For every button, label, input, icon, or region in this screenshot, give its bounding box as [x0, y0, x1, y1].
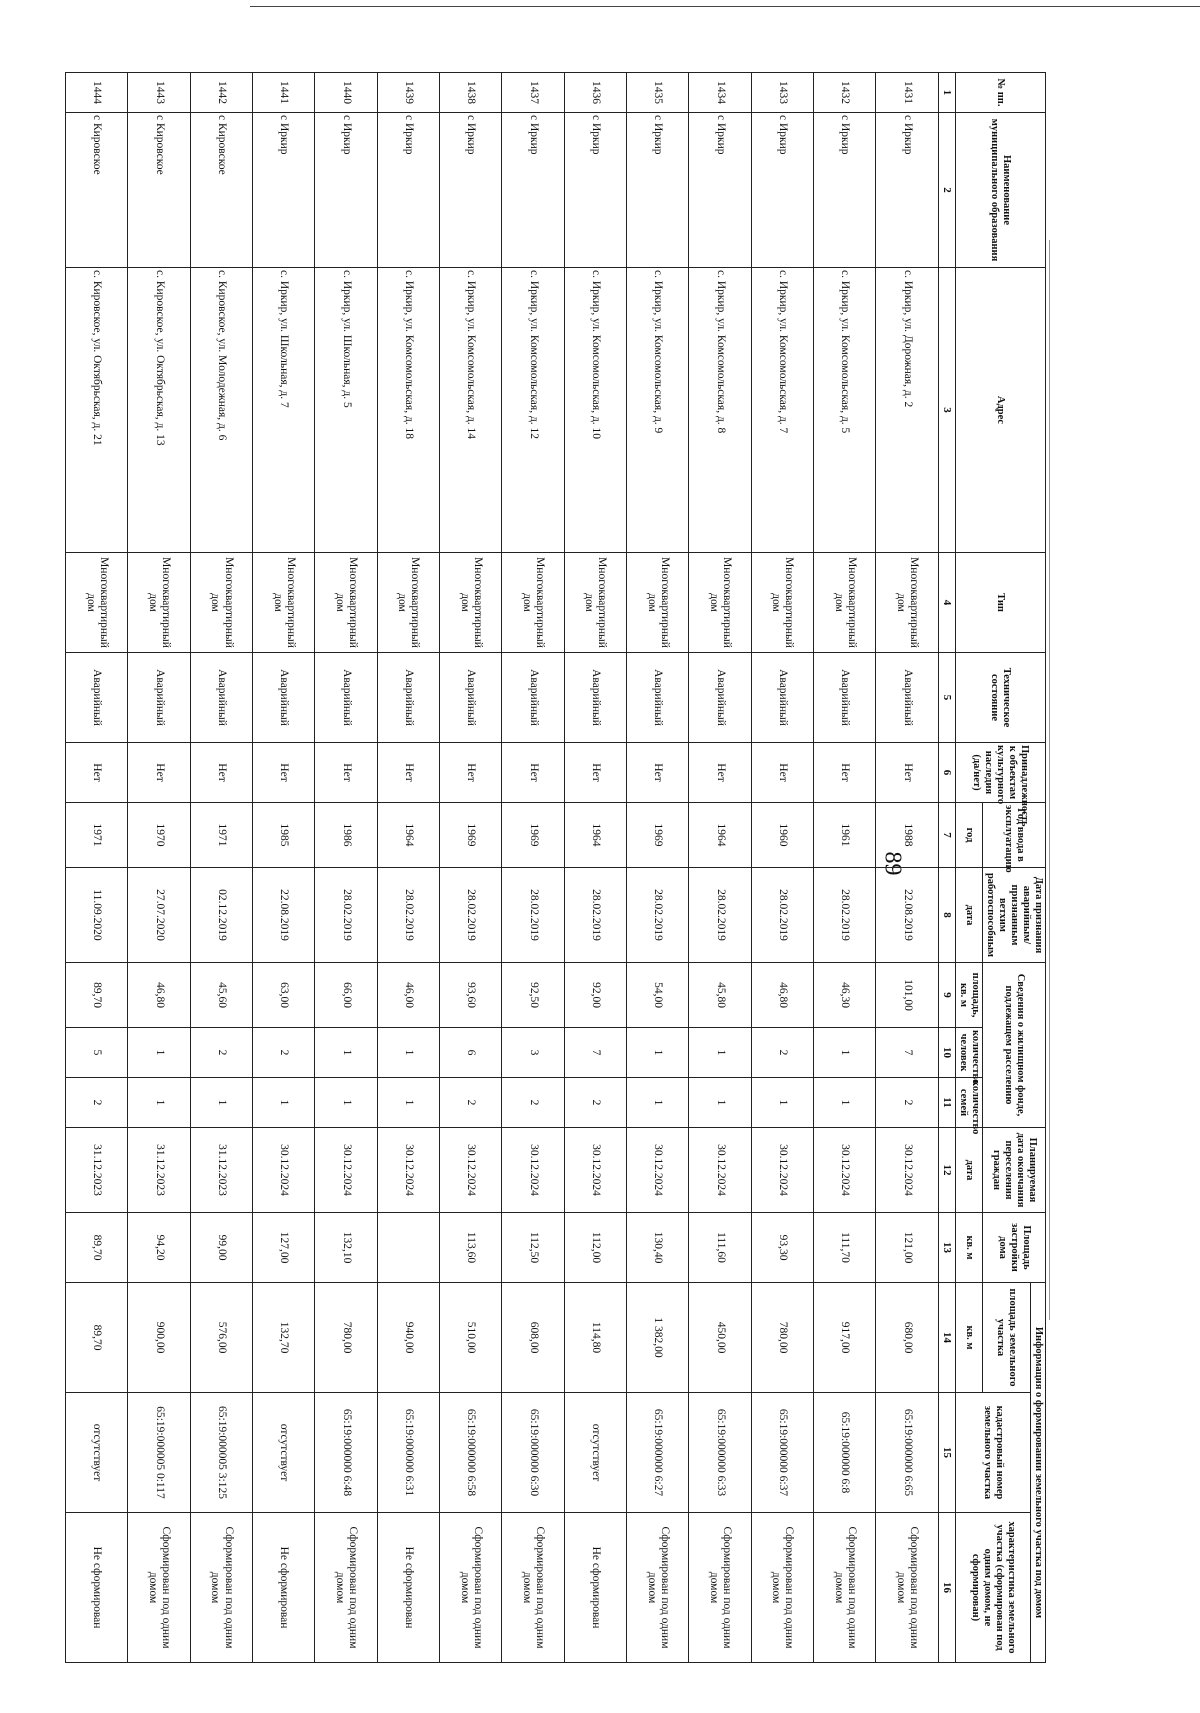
cell-land-area: 780,00	[315, 1283, 377, 1393]
cell-build-area: 99,00	[190, 1213, 252, 1283]
col-number: 7	[938, 803, 955, 868]
header-type: Тип	[955, 553, 1045, 653]
header-cadastral: кадастровый номер земельного участка	[955, 1393, 1030, 1513]
column-number-row	[938, 73, 955, 1663]
header-state: Техническое состояние	[955, 653, 1045, 743]
table-row	[502, 73, 564, 1663]
header-area: площадь, кв. м	[955, 963, 982, 1028]
cell-num: 1434	[689, 73, 751, 113]
cell-type: Многоквартирный дом	[190, 553, 252, 653]
cell-people: 2	[190, 1028, 252, 1078]
cell-address: с. Иркир, ул. Школьная, д. 7	[252, 268, 314, 553]
col-number: 4	[938, 553, 955, 653]
cell-date: 28.02.2019	[689, 868, 751, 963]
cell-build-area: 127,00	[252, 1213, 314, 1283]
cell-type: Многоквартирный дом	[689, 553, 751, 653]
table-body	[65, 73, 938, 1663]
cell-cadastral: отсутствует	[564, 1393, 626, 1513]
cell-heritage: Нет	[439, 743, 501, 803]
cell-state: Аварийный	[813, 653, 875, 743]
col-number: 11	[938, 1078, 955, 1128]
table-row	[751, 73, 813, 1663]
cell-mo: с Кировское	[190, 113, 252, 268]
rotated-table-wrapper	[86, 72, 1046, 1662]
cell-year: 1971	[190, 803, 252, 868]
col-number: 14	[938, 1283, 955, 1393]
cell-date: 28.02.2019	[564, 868, 626, 963]
cell-families: 1	[252, 1078, 314, 1128]
cell-date: 28.02.2019	[626, 868, 688, 963]
cell-year: 1971	[65, 803, 127, 868]
cell-mo: с Иркир	[813, 113, 875, 268]
cell-mo: с Иркир	[626, 113, 688, 268]
cell-families: 1	[626, 1078, 688, 1128]
cell-address: с. Иркир, ул. Школьная, д. 5	[315, 268, 377, 553]
cell-date: 11.09.2020	[65, 868, 127, 963]
table-row	[564, 73, 626, 1663]
col-number: 15	[938, 1393, 955, 1513]
cell-type: Многоквартирный дом	[502, 553, 564, 653]
cell-people: 1	[626, 1028, 688, 1078]
cell-end-date: 30.12.2024	[751, 1128, 813, 1213]
cell-area: 46,80	[128, 963, 190, 1028]
cell-families: 1	[128, 1078, 190, 1128]
cell-build-area: 121,00	[876, 1213, 938, 1283]
cell-address: с. Кировское, ул. Октябрьская, д. 21	[65, 268, 127, 553]
cell-area: 45,80	[689, 963, 751, 1028]
cell-land-status: Не сформирован	[564, 1513, 626, 1663]
cell-land-status: Сформирован под одним домом	[751, 1513, 813, 1663]
col-number: 2	[938, 113, 955, 268]
cell-area: 63,00	[252, 963, 314, 1028]
col-number: 16	[938, 1513, 955, 1663]
col-number: 12	[938, 1128, 955, 1213]
cell-type: Многоквартирный дом	[315, 553, 377, 653]
cell-people: 7	[876, 1028, 938, 1078]
cell-land-status: Сформирован под одним домом	[876, 1513, 938, 1663]
cell-address: с. Иркир, ул. Комсомольская, д. 10	[564, 268, 626, 553]
cell-land-status: Не сформирован	[377, 1513, 439, 1663]
cell-land-area: 132,70	[252, 1283, 314, 1393]
header-end-group: Планируемая дата окончания переселения граждан	[982, 1128, 1045, 1213]
cell-build-area: 89,70	[65, 1213, 127, 1283]
header-year: год	[955, 803, 982, 868]
cell-num: 1443	[128, 73, 190, 113]
cell-heritage: Нет	[65, 743, 127, 803]
cell-num: 1441	[252, 73, 314, 113]
cell-cadastral: 65:19:000000 6:31	[377, 1393, 439, 1513]
cell-land-area: 114,80	[564, 1283, 626, 1393]
header-land-unit: кв. м	[955, 1283, 982, 1393]
cell-area: 89,70	[65, 963, 127, 1028]
cell-state: Аварийный	[751, 653, 813, 743]
cell-people: 1	[377, 1028, 439, 1078]
cell-end-date: 30.12.2024	[252, 1128, 314, 1213]
cell-end-date: 30.12.2024	[502, 1128, 564, 1213]
header-row-1	[1030, 73, 1045, 1663]
cell-area: 54,00	[626, 963, 688, 1028]
cell-land-status: Сформирован под одним домом	[128, 1513, 190, 1663]
cell-people: 7	[564, 1028, 626, 1078]
cell-end-date: 30.12.2024	[626, 1128, 688, 1213]
housing-table	[65, 72, 1046, 1663]
cell-end-date: 30.12.2024	[315, 1128, 377, 1213]
cell-land-area: 450,00	[689, 1283, 751, 1393]
cell-address: с. Иркир, ул. Комсомольская, д. 12	[502, 268, 564, 553]
cell-mo: с Иркир	[689, 113, 751, 268]
cell-year: 1970	[128, 803, 190, 868]
table-row	[252, 73, 314, 1663]
cell-state: Аварийный	[564, 653, 626, 743]
cell-mo: с Иркир	[377, 113, 439, 268]
cell-area: 101,00	[876, 963, 938, 1028]
cell-end-date: 31.12.2023	[128, 1128, 190, 1213]
cell-year: 1964	[564, 803, 626, 868]
cell-year: 1988	[876, 803, 938, 868]
table-row	[315, 73, 377, 1663]
cell-land-status: Сформирован под одним домом	[502, 1513, 564, 1663]
cell-build-area: 93,30	[751, 1213, 813, 1283]
cell-year: 1985	[252, 803, 314, 868]
header-end-date: дата	[955, 1128, 982, 1213]
header-year-group: Год ввода в эксплуатацию	[982, 803, 1045, 868]
cell-type: Многоквартирный дом	[813, 553, 875, 653]
cell-families: 1	[190, 1078, 252, 1128]
cell-cadastral: 65:19:000000 6:65	[876, 1393, 938, 1513]
cell-year: 1961	[813, 803, 875, 868]
cell-families: 2	[502, 1078, 564, 1128]
table-row	[689, 73, 751, 1663]
cell-build-area	[377, 1213, 439, 1283]
cell-land-status: Сформирован под одним домом	[626, 1513, 688, 1663]
cell-date: 28.02.2019	[315, 868, 377, 963]
cell-land-status: Сформирован под одним домом	[315, 1513, 377, 1663]
cell-families: 2	[564, 1078, 626, 1128]
header-heritage: Принадлежность к объектам культурного наследия (да/нет)	[955, 743, 1045, 803]
cell-families: 2	[876, 1078, 938, 1128]
cell-num: 1437	[502, 73, 564, 113]
cell-land-status: Сформирован под одним домом	[689, 1513, 751, 1663]
cell-land-status: Сформирован под одним домом	[439, 1513, 501, 1663]
cell-land-status: Не сформирован	[65, 1513, 127, 1663]
cell-end-date: 30.12.2024	[876, 1128, 938, 1213]
cell-families: 1	[377, 1078, 439, 1128]
cell-num: 1440	[315, 73, 377, 113]
cell-state: Аварийный	[377, 653, 439, 743]
cell-end-date: 30.12.2024	[564, 1128, 626, 1213]
cell-land-area: 608,00	[502, 1283, 564, 1393]
cell-year: 1960	[751, 803, 813, 868]
cell-num: 1438	[439, 73, 501, 113]
cell-heritage: Нет	[564, 743, 626, 803]
cell-land-status: Не сформирован	[252, 1513, 314, 1663]
cell-num: 1442	[190, 73, 252, 113]
cell-land-area: 576,00	[190, 1283, 252, 1393]
cell-cadastral: 65:19:000000 6:27	[626, 1393, 688, 1513]
cell-land-area: 917,00	[813, 1283, 875, 1393]
cell-area: 66,00	[315, 963, 377, 1028]
cell-cadastral: 65:19:000000 6:48	[315, 1393, 377, 1513]
cell-address: с. Иркир, ул. Комсомольская, д. 9	[626, 268, 688, 553]
table-row	[813, 73, 875, 1663]
header-build-group: Площадь застройки дома	[982, 1213, 1045, 1283]
cell-land-area: 900,00	[128, 1283, 190, 1393]
cell-area: 92,50	[502, 963, 564, 1028]
cell-state: Аварийный	[626, 653, 688, 743]
cell-state: Аварийный	[65, 653, 127, 743]
cell-mo: с Кировское	[65, 113, 127, 268]
cell-year: 1964	[689, 803, 751, 868]
cell-land-status: Сформирован под одним домом	[813, 1513, 875, 1663]
cell-people: 2	[252, 1028, 314, 1078]
document-stage	[86, 72, 1046, 1662]
cell-land-area: 510,00	[439, 1283, 501, 1393]
cell-end-date: 31.12.2023	[190, 1128, 252, 1213]
cell-state: Аварийный	[689, 653, 751, 743]
cell-cadastral: отсутствует	[252, 1393, 314, 1513]
col-number: 13	[938, 1213, 955, 1283]
cell-year: 1964	[377, 803, 439, 868]
cell-cadastral: 65:19:000000 6:30	[502, 1393, 564, 1513]
cell-area: 46,30	[813, 963, 875, 1028]
cell-date: 27.07.2020	[128, 868, 190, 963]
cell-state: Аварийный	[252, 653, 314, 743]
cell-year: 1969	[439, 803, 501, 868]
cell-num: 1431	[876, 73, 938, 113]
cell-heritage: Нет	[689, 743, 751, 803]
header-land-group: Информация о формировании земельного участка под домом	[1030, 1283, 1045, 1663]
cell-land-area: 89,70	[65, 1283, 127, 1393]
cell-num: 1432	[813, 73, 875, 113]
cell-mo: с Иркир	[439, 113, 501, 268]
cell-families: 1	[315, 1078, 377, 1128]
cell-cadastral: 65:19:000005 3:125	[190, 1393, 252, 1513]
cell-heritage: Нет	[751, 743, 813, 803]
cell-num: 1436	[564, 73, 626, 113]
table-row	[626, 73, 688, 1663]
cell-mo: с Иркир	[751, 113, 813, 268]
cell-address: с. Кировское, ул. Молодежная, д. 6	[190, 268, 252, 553]
header-mo: Наименование муниципального образования	[955, 113, 1045, 268]
cell-date: 22.08.2019	[252, 868, 314, 963]
cell-mo: с Иркир	[315, 113, 377, 268]
cell-heritage: Нет	[315, 743, 377, 803]
cell-cadastral: 65:19:000000 6:8	[813, 1393, 875, 1513]
cell-land-area: 940,00	[377, 1283, 439, 1393]
cell-end-date: 30.12.2024	[377, 1128, 439, 1213]
cell-year: 1969	[626, 803, 688, 868]
cell-state: Аварийный	[315, 653, 377, 743]
cell-land-status: Сформирован под одним домом	[190, 1513, 252, 1663]
cell-heritage: Нет	[377, 743, 439, 803]
cell-type: Многоквартирный дом	[876, 553, 938, 653]
cell-type: Многоквартирный дом	[564, 553, 626, 653]
header-date-group: Дата признания аварийным/признанным ветхим работоспособным	[982, 868, 1045, 963]
col-number: 9	[938, 963, 955, 1028]
cell-families: 1	[813, 1078, 875, 1128]
cell-date: 28.02.2019	[439, 868, 501, 963]
cell-end-date: 30.12.2024	[689, 1128, 751, 1213]
cell-area: 46,00	[377, 963, 439, 1028]
cell-families: 2	[65, 1078, 127, 1128]
col-number: 3	[938, 268, 955, 553]
cell-people: 1	[315, 1028, 377, 1078]
cell-type: Многоквартирный дом	[65, 553, 127, 653]
col-number: 10	[938, 1028, 955, 1078]
cell-type: Многоквартирный дом	[252, 553, 314, 653]
col-number: 6	[938, 743, 955, 803]
cell-cadastral: отсутствует	[65, 1393, 127, 1513]
cell-area: 46,80	[751, 963, 813, 1028]
cell-state: Аварийный	[876, 653, 938, 743]
cell-people: 6	[439, 1028, 501, 1078]
cell-build-area: 132,10	[315, 1213, 377, 1283]
header-housing-group: Сведения о жилищном фонде, подлежащем расселению	[982, 963, 1045, 1128]
cell-date: 28.02.2019	[751, 868, 813, 963]
table-row	[65, 73, 127, 1663]
table-row	[128, 73, 190, 1663]
col-number: 1	[938, 73, 955, 113]
cell-state: Аварийный	[439, 653, 501, 743]
cell-cadastral: 65:19:000000 6:37	[751, 1393, 813, 1513]
cell-build-area: 112,00	[564, 1213, 626, 1283]
cell-num: 1439	[377, 73, 439, 113]
cell-date: 28.02.2019	[502, 868, 564, 963]
cell-end-date: 30.12.2024	[813, 1128, 875, 1213]
cell-heritage: Нет	[190, 743, 252, 803]
cell-date: 28.02.2019	[377, 868, 439, 963]
cell-build-area: 94,20	[128, 1213, 190, 1283]
cell-address: с. Иркир, ул. Комсомольская, д. 14	[439, 268, 501, 553]
cell-type: Многоквартирный дом	[128, 553, 190, 653]
cell-date: 02.12.2019	[190, 868, 252, 963]
cell-people: 1	[689, 1028, 751, 1078]
cell-build-area: 111,60	[689, 1213, 751, 1283]
cell-people: 3	[502, 1028, 564, 1078]
cell-address: с. Иркир, ул. Комсомольская, д. 7	[751, 268, 813, 553]
cell-type: Многоквартирный дом	[751, 553, 813, 653]
cell-type: Многоквартирный дом	[626, 553, 688, 653]
scan-top-rule	[250, 6, 1200, 7]
header-address: Адрес	[955, 268, 1045, 553]
cell-end-date: 30.12.2024	[439, 1128, 501, 1213]
cell-families: 1	[751, 1078, 813, 1128]
cell-mo: с Иркир	[564, 113, 626, 268]
cell-num: 1444	[65, 73, 127, 113]
cell-date: 22.08.2019	[876, 868, 938, 963]
header-num: № пп.	[955, 73, 1045, 113]
cell-state: Аварийный	[190, 653, 252, 743]
cell-num: 1433	[751, 73, 813, 113]
cell-state: Аварийный	[502, 653, 564, 743]
cell-mo: с Иркир	[876, 113, 938, 268]
header-date: дата	[955, 868, 982, 963]
cell-cadastral: 65:19:000000 6:33	[689, 1393, 751, 1513]
cell-year: 1969	[502, 803, 564, 868]
cell-heritage: Нет	[813, 743, 875, 803]
cell-date: 28.02.2019	[813, 868, 875, 963]
page-number: 89	[879, 851, 906, 876]
cell-cadastral: 65:19:000005 0:117	[128, 1393, 190, 1513]
cell-heritage: Нет	[626, 743, 688, 803]
col-number: 5	[938, 653, 955, 743]
cell-heritage: Нет	[252, 743, 314, 803]
cell-num: 1435	[626, 73, 688, 113]
header-build-unit: кв. м	[955, 1213, 982, 1283]
cell-cadastral: 65:19:000000 6:58	[439, 1393, 501, 1513]
cell-area: 93,60	[439, 963, 501, 1028]
cell-address: с. Иркир, ул. Комсомольская, д. 18	[377, 268, 439, 553]
scan-vertical-rule	[1049, 240, 1050, 1320]
cell-build-area: 112,50	[502, 1213, 564, 1283]
col-number: 8	[938, 868, 955, 963]
cell-build-area: 130,40	[626, 1213, 688, 1283]
cell-heritage: Нет	[502, 743, 564, 803]
cell-land-area: 680,00	[876, 1283, 938, 1393]
cell-address: с. Иркир, ул. Дорожная, д. 2	[876, 268, 938, 553]
cell-people: 5	[65, 1028, 127, 1078]
cell-type: Многоквартирный дом	[377, 553, 439, 653]
header-people: количество человек	[955, 1028, 982, 1078]
cell-land-area: 1 382,00	[626, 1283, 688, 1393]
cell-people: 1	[813, 1028, 875, 1078]
cell-mo: с Иркир	[252, 113, 314, 268]
cell-address: с. Иркир, ул. Комсомольская, д. 5	[813, 268, 875, 553]
cell-families: 1	[689, 1078, 751, 1128]
cell-mo: с Кировское	[128, 113, 190, 268]
cell-year: 1986	[315, 803, 377, 868]
table-row	[190, 73, 252, 1663]
cell-state: Аварийный	[128, 653, 190, 743]
cell-area: 92,00	[564, 963, 626, 1028]
header-land-area-group: площадь земельного участка	[982, 1283, 1030, 1393]
cell-address: с. Кировское, ул. Октябрьская, д. 13	[128, 268, 190, 553]
cell-heritage: Нет	[128, 743, 190, 803]
cell-people: 1	[128, 1028, 190, 1078]
cell-type: Многоквартирный дом	[439, 553, 501, 653]
cell-people: 2	[751, 1028, 813, 1078]
table-row	[377, 73, 439, 1663]
header-families: количество семей	[955, 1078, 982, 1128]
cell-heritage: Нет	[876, 743, 938, 803]
cell-mo: с Иркир	[502, 113, 564, 268]
cell-build-area: 111,70	[813, 1213, 875, 1283]
cell-build-area: 113,60	[439, 1213, 501, 1283]
cell-end-date: 31.12.2023	[65, 1128, 127, 1213]
header-land-status: характеристика земельного участка (сформирован под одним домом, не сформирован)	[955, 1513, 1030, 1663]
table-row	[876, 73, 938, 1663]
cell-area: 45,60	[190, 963, 252, 1028]
cell-address: с. Иркир, ул. Комсомольская, д. 8	[689, 268, 751, 553]
cell-families: 2	[439, 1078, 501, 1128]
table-row	[439, 73, 501, 1663]
cell-land-area: 780,00	[751, 1283, 813, 1393]
